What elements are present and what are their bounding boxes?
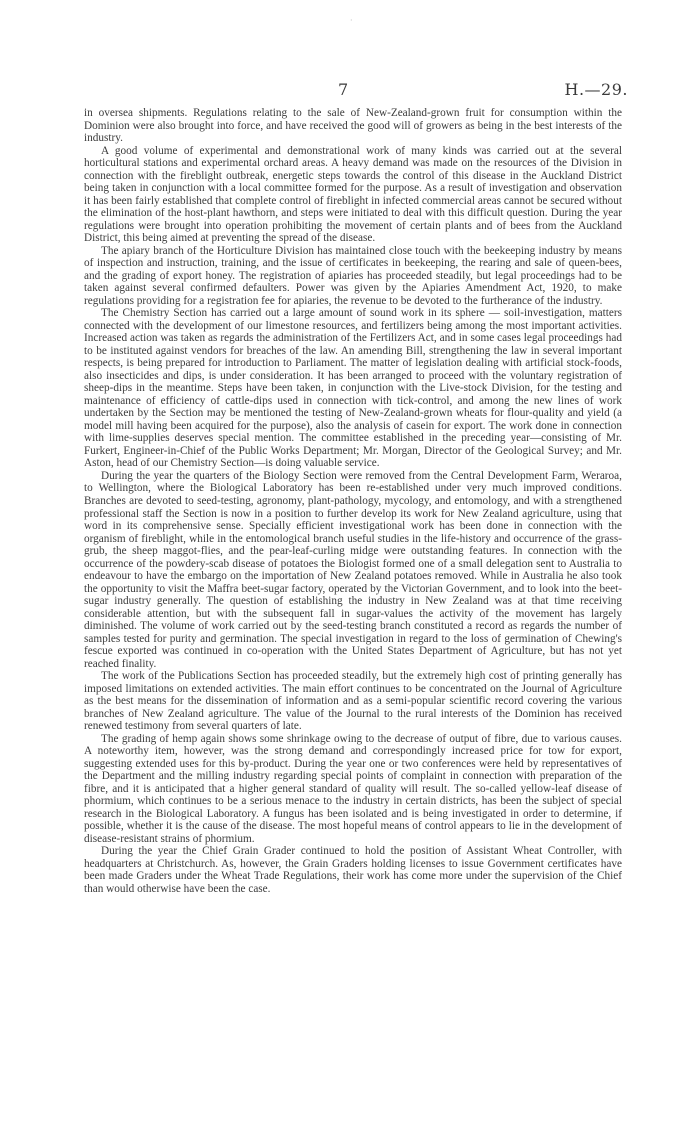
paragraph-continuation: in oversea shipments. Regulations relating to the sale of New-Zealand-grown fruit for consumption within the Dominion were also brought into force, and have received the good will of growers as being in the best interests of the industry. [84,107,622,145]
page-number: 7 [338,80,349,99]
page-header [0,80,700,102]
paragraph-publications: The work of the Publications Section has proceeded steadily, but the extremely high cost of printing generally has imposed limitations on extended activities. The main effort continues to be concentrated on the Journal of Agriculture as the best means for the dissemination of information and as a semi-popular scientific record covering the various branches of New Zealand agriculture. The value of the Journal to the rural interests of the Dominion has received renewed testimony from several quarters of late. [84,670,622,733]
paragraph-horticulture: A good volume of experimental and demonstrational work of many kinds was carried out at the several horticultural stations and experimental orchard areas. A heavy demand was made on the resources of the Division in connection with the fireblight outbreak, energetic steps towards the control of this disease in the Auckland District being taken in conjunction with a local committee formed for the purpose. As a result of investigation and observation it has been fairly established that complete control of fireblight in infected commercial areas cannot be secured without the elimination of the host-plant hawthorn, and steps were initiated to deal with this difficult question. During the year regulations were brought into operation prohibiting the movement of certain plants and of bees from the Auckland District, this being aimed at preventing the spread of the disease. [84,144,622,245]
document-reference: H.—29. [564,80,628,99]
paragraph-apiary: The apiary branch of the Horticulture Division has maintained close touch with the beekeeping industry by means of inspection and instruction, training, and the issue of certificates in beekeeping, the rearing and sale of queen-bees, and the grading of export honey. The registration of apiaries has proceeded steadily, but legal proceedings had to be taken against several confirmed defaulters. Power was given by the Apiaries Amendment Act, 1920, to make regulations providing for a registration fee for apiaries, the revenue to be devoted to the furtherance of the industry. [84,244,622,307]
page-mark: · [350,16,353,25]
paragraph-biology: During the year the quarters of the Biology Section were removed from the Central Development Farm, Weraroa, to Wellington, where the Biological Laboratory has been re-established under very much improved conditions. Branches are devoted to seed-testing, agronomy, plant-pathology, mycology, and entomology, and with a strengthened professional staff the Section is now in a position to further develop its work for New Zealand agriculture, using that word in its comprehensive sense. Specially efficient investigational work has been done in connection with the organism of fireblight, while in the entomological branch useful studies in the life-history and occurrence of the grass-grub, the sheep maggot-flies, and the pear-leaf-curling midge were outstanding features. In connection with the occurrence of the powdery-scab disease of potatoes the Biologist formed one of a small delegation sent to Australia to endeavour to have the embargo on the importation of New Zealand potatoes removed. While in Australia he also took the opportunity to visit the Maffra beet-sugar factory, operated by the Victorian Government, and to look into the beet-sugar industry generally. The question of establishing the industry in New Zealand was at that time receiving considerable attention, but with the subsequent fall in sugar-values the activity of the movement has largely diminished. The volume of work carried out by the seed-testing branch constituted a record as regards the number of samples tested for purity and germination. The special investigation in regard to the loss of germination of Chewing's fescue exported was continued in co-operation with the United States Department of Agriculture, but has not yet reached finality. [84,469,622,670]
body-text [84,107,622,895]
paragraph-chemistry: The Chemistry Section has carried out a large amount of sound work in its sphere — soil-investigation, matters connected with the development of our limestone resources, and fertilizers being among the most important activities. Increased action was taken as regards the administration of the Fertilizers Act, and in some cases legal proceedings had to be instituted against vendors for breaches of the law. An amending Bill, strengthening the law in several important respects, is being prepared for introduction to Parliament. The matter of legislation dealing with artificial stock-foods, also insecticides and dips, is under consideration. It has been arranged to proceed with the voluntary registration of sheep-dips in the meantime. Steps have been taken, in conjunction with the Live-stock Division, for the testing and maintenance of efficiency of cattle-dips used in connection with tick-control, and among the new lines of work undertaken by the Section may be mentioned the testing of New-Zealand-grown wheats for flour-quality and yield (a model mill having been acquired for the purpose), also the analysis of casein for export. The work done in connection with lime-supplies deserves special mention. The committee established in the preceding year—consisting of Mr. Furkert, Engineer-in-Chief of the Public Works Department; Mr. Morgan, Director of the Geological Survey; and Mr. Aston, head of our Chemistry Section—is doing valuable service. [84,307,622,470]
paragraph-hemp: The grading of hemp again shows some shrinkage owing to the decrease of output of fibre, due to various causes. A noteworthy item, however, was the strong demand and correspondingly increased price for tow for export, suggesting extended uses for this by-product. During the year one or two conferences were held by representatives of the Department and the milling industry regarding special points of complaint in connection with preparation of the fibre, and it is anticipated that a higher general standard of quality will result. The so-called yellow-leaf disease of phormium, which continues to be a serious menace to the industry in certain districts, has been the subject of special research in the Biological Laboratory. A fungus has been isolated and is being investigated in order to determine, if possible, whether it is the cause of the disease. The most hopeful means of control appears to lie in the development of disease-resistant strains of phormium. [84,732,622,845]
paragraph-grain: During the year the Chief Grain Grader continued to hold the position of Assistant Wheat Controller, with headquarters at Christchurch. As, however, the Grain Graders holding licenses to issue Government certificates have been made Graders under the Wheat Trade Regulations, their work has come more under the supervision of the Chief than would otherwise have been the case. [84,845,622,895]
